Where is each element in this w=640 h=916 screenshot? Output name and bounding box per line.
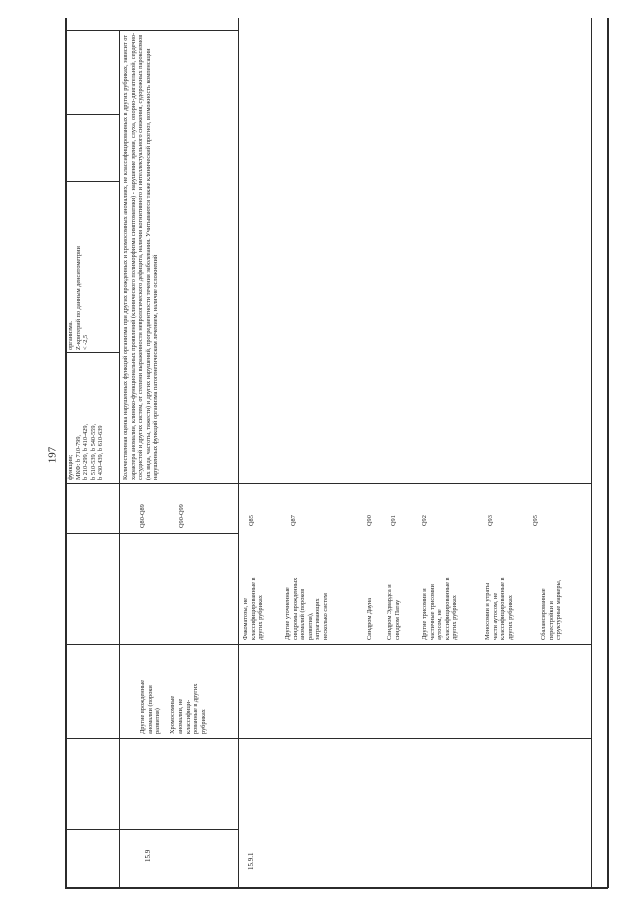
- diagnosis-item: Другие трисомии и частичные трисомии аутосом, не классифицированные в других рубриках: [421, 577, 459, 640]
- diagnosis-icd-code: Q85: [248, 515, 255, 526]
- column-separator: [65, 738, 592, 739]
- diagnosis-item: Синдром Дауна: [366, 598, 373, 640]
- page-number: 197: [46, 446, 59, 464]
- row-separator: [591, 18, 592, 888]
- assessment-text: Количественная оценка нарушенных функций организма при других врожденных и хромосомных аномалиях, не классифицированных в других рубриках, зависит от характера аномалии, клинико-функциональных проявлений (клинического полиморфизма симптоматики) - нарушение зрения, слуха, опорно-двигательной, сердечно-сосудистой и других систем, от степени выраженности неврологического дефицита, наличия когнитивного и интеллектуального снижения, судорожных пароксизмов (их вида, частоты, тяжести) и других нарушений, прогредиентности течения заболевания. Учитываются также клинический прогноз, возможность компенсации нарушенных функций организма патогенетическим лечением, наличие осложнений: [122, 32, 160, 480]
- diagnosis-icd-code: Q87: [290, 515, 297, 526]
- icd-range-q90-q99: Q90-Q99: [178, 504, 185, 528]
- diagnosis-icd-code: Q93: [487, 515, 494, 526]
- diagnosis-icd-code: Q95: [532, 515, 539, 526]
- column-separator: [65, 483, 592, 484]
- group-title: Другие врожденные аномалии (пороки развития) Хромосомные аномалии, не классифици- рованные в других рубриках: [139, 679, 207, 734]
- diagnosis-item: Другие уточненные синдромы врожденных аномалий (пороков развития), затрагивающих несколько систем: [284, 577, 329, 640]
- row-separator: [238, 18, 239, 888]
- diagnosis-icd-code: Q90: [366, 515, 373, 526]
- table-border-right: [607, 18, 609, 888]
- row-code-15-9-1: 15.9.1: [247, 852, 255, 870]
- diagnosis-item: Факоматозы, не классифицированные в других рубриках: [242, 577, 265, 640]
- diagnosis-item: Сбалансированные перестройки и структурные маркеры,: [540, 579, 563, 640]
- column-separator: [65, 30, 239, 31]
- diagnosis-icd-code: Q92: [421, 515, 428, 526]
- diagnosis-item: Синдром Эдвардса и синдром Патау: [386, 584, 401, 640]
- diagnosis-item: Моносомии и утраты части аутосом, не классифицированные в других рубриках: [484, 577, 514, 640]
- row-code-15-9: 15.9: [144, 849, 152, 862]
- function-codes: функции; МКФ: b 710-799, b 210-299, b 410-429, b 510-539, b 540-559, b 430-439, b 610-639: [67, 423, 105, 480]
- icd-range-q80-q89: Q80-Q89: [139, 504, 146, 528]
- column-separator: [65, 829, 239, 830]
- diagnosis-icd-code: Q91: [390, 515, 397, 526]
- row-separator: [119, 30, 120, 888]
- column-separator: [65, 114, 120, 115]
- table-border-bottom: [65, 887, 608, 889]
- column-separator: [65, 533, 239, 534]
- criteria-text: организма. Z-критерий по данным денситометрии < -2,5: [67, 246, 90, 350]
